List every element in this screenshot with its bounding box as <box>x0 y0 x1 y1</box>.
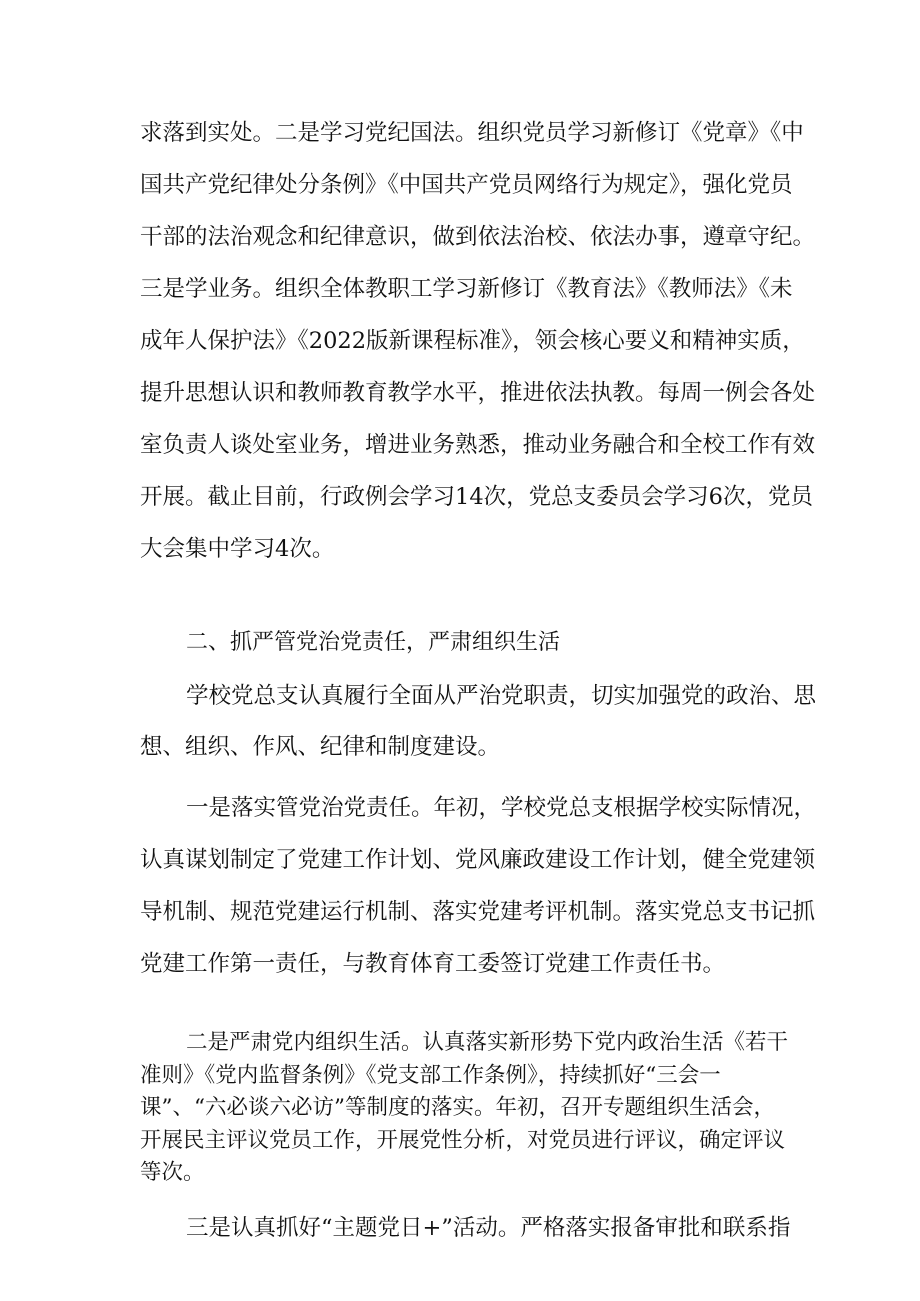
paragraph-line: 大会集中学习4次。 <box>140 536 335 562</box>
paragraph-line: 开展民主评议党员工作，开展党性分析，对党员进行评议，确定评议 <box>140 1128 786 1153</box>
paragraph-line: 认真谋划制定了党建工作计划、党风廉政建设工作计划，健全党建领 <box>140 847 816 873</box>
paragraph-line: 等次。 <box>140 1160 205 1185</box>
paragraph-line: 成年人保护法》《2022版新课程标准》，领会核心要义和精神实质， <box>140 328 805 354</box>
paragraph-line: 三是学业务。组织全体教职工学习新修订《教育法》《教师法》《未 <box>140 276 793 302</box>
paragraph-line: 党建工作第一责任，与教育体育工委签订党建工作责任书。 <box>140 951 726 977</box>
paragraph-line: 课”、“六必谈六必访”等制度的落实。年初，召开专题组织生活会， <box>140 1095 775 1120</box>
paragraph-line: 三是认真抓好“主题党日+”活动。严格落实报备审批和联系指 <box>186 1215 791 1241</box>
section-heading: 二、抓严管党治党责任，严肃组织生活 <box>186 630 561 655</box>
paragraph-line: 求落到实处。二是学习党纪国法。组织党员学习新修订《党章》《中 <box>140 120 804 146</box>
paragraph-line: 开展。截止目前，行政例会学习14次，党总支委员会学习6次，党员 <box>140 484 813 510</box>
paragraph-line: 提升思想认识和教师教育教学水平，推进依法执教。每周一例会各处 <box>140 380 816 406</box>
paragraph-line: 学校党总支认真履行全面从严治党职责，切实加强党的政治、思 <box>186 683 817 709</box>
paragraph-line: 准则》《党内监督条例》《党支部工作条例》，持续抓好“三会一 <box>140 1063 721 1088</box>
paragraph-line: 干部的法治观念和纪律意识，做到依法治校、依法办事，遵章守纪。 <box>140 224 816 250</box>
paragraph-line: 导机制、规范党建运行机制、落实党建考评机制。落实党总支书记抓 <box>140 899 816 925</box>
paragraph-line: 一是落实管党治党责任。年初，学校党总支根据学校实际情况， <box>186 795 817 821</box>
paragraph-line: 国共产党纪律处分条例》《中国共产党员网络行为规定》，强化党员 <box>140 172 793 198</box>
paragraph-line: 二是严肃党内组织生活。认真落实新形势下党内政治生活《若干 <box>186 1030 789 1055</box>
paragraph-line: 想、组织、作风、纪律和制度建设。 <box>140 734 501 760</box>
paragraph-line: 室负责人谈处室业务，增进业务熟悉，推动业务融合和全校工作有效 <box>140 432 816 458</box>
